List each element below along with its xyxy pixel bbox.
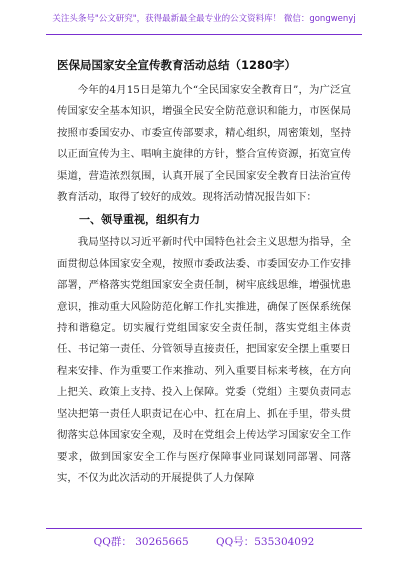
footer xyxy=(0,534,408,549)
footer-divider xyxy=(46,528,362,529)
section-heading: 一、领导重视，组织有力 xyxy=(79,213,200,227)
footer-qq-number: QQ号：535304092 xyxy=(216,536,315,548)
document-body xyxy=(57,80,351,489)
intro-paragraph: 今年的4月15日是第九个“全民国家安全教育日”，为广泛宣传国家安全基本知识，增强全民安全防范意识和能力，市医保局按照市委国安办、市委宣传部要求，精心组织，周密策划，坚持以正面宣传为主、唱响主旋律的方针，整合宣传资源，拓宽宣传渠道，营造浓烈氛围，认真开展了全民国家安全教育日法治宣传教育活动，取得了较好的成效。现将活动情况报告如下： xyxy=(57,84,351,204)
document-title: 医保局国家安全宣传教育活动总结（1280字） xyxy=(57,58,297,72)
section-paragraph: 我局坚持以习近平新时代中国特色社会主义思想为指导，全面贯彻总体国家安全观，按照市委政法委、市委国安办工作安排部署，严格落实党组国家安全责任制，树牢底线思维，增强忧患意识，推动重大风险防范化解工作扎实推进，确保了医保系统保持和谐稳定。切实履行党组国家安全责任制，落实党组主体责任、书记第一责任、分管领导直接责任，把国家安全摆上重要日程来安排、作为重要工作来推动、列入重要目标来考核，在方向上把关、政策上支持、投入上保障。党委（党组）主要负责同志坚决把第一责任人职责记在心中、扛在肩上、抓在手里，带头贯彻落实总体国家安全观，及时在党组会上传达学习国家安全工作要求，做到国家安全工作与医疗保障事业同谋划同部署、同落实，不仅为此次活动的开展提供了人力保障 xyxy=(57,236,351,484)
header-banner: 关注头条号"公文研究"，获得最新最全最专业的公文资料库！ 微信：gongwenyj xyxy=(52,14,356,24)
header-divider xyxy=(46,34,362,35)
footer-qq-group: QQ群： 30265665 xyxy=(93,536,189,548)
